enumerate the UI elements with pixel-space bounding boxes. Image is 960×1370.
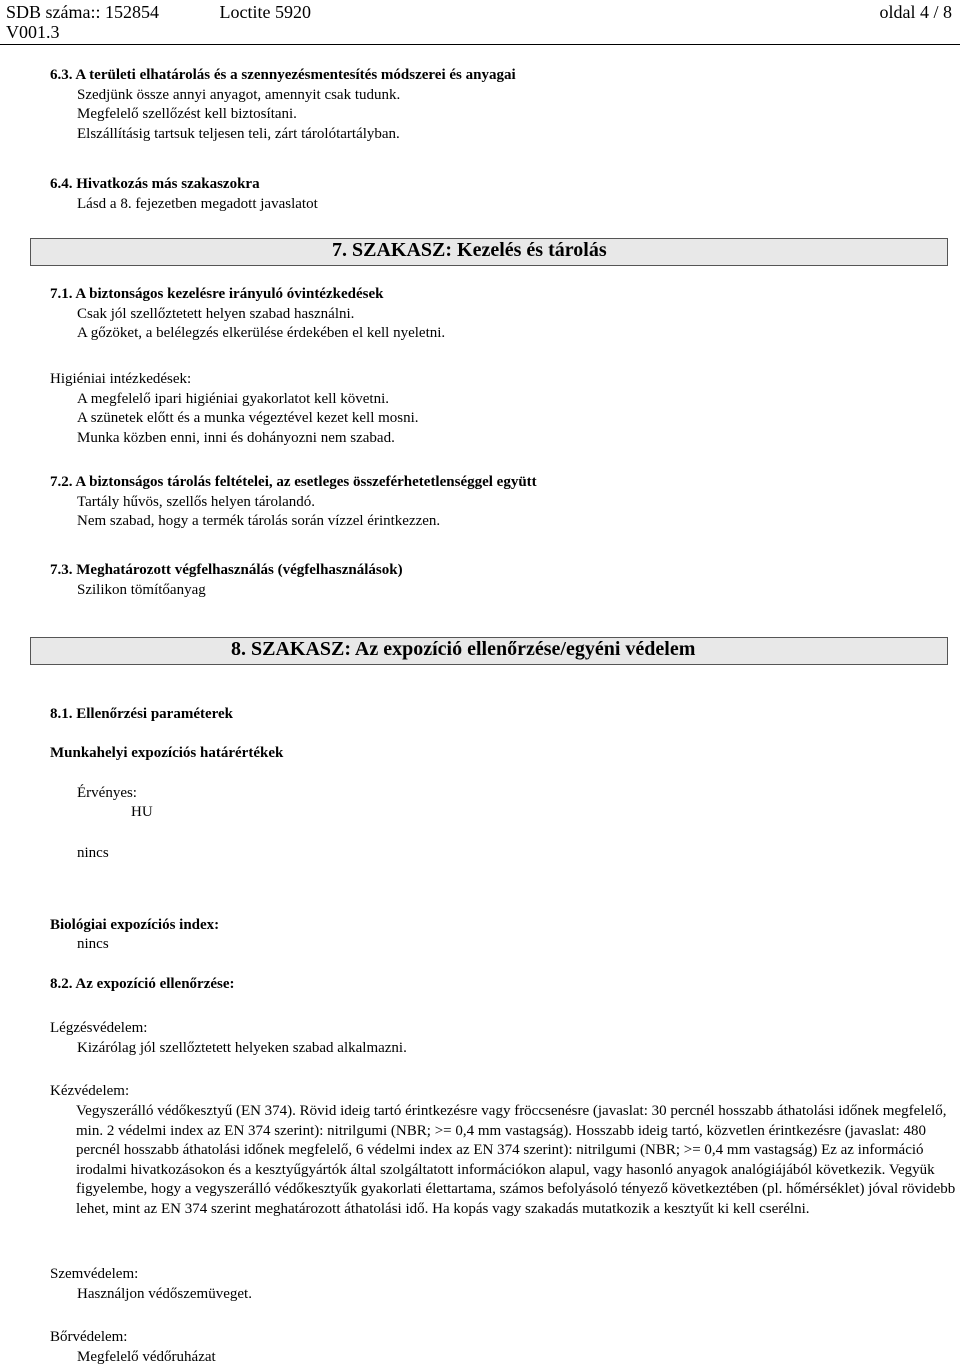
hygiene-line-1: A megfelelő ipari higiéniai gyakorlatot kell követni. — [77, 390, 389, 407]
skin-protection-label: Bőrvédelem: — [50, 1329, 128, 1345]
section-8-2-heading: 8.2. Az expozíció ellenőrzése: — [50, 976, 235, 992]
hygiene-line-3: Munka közben enni, inni és dohányozni nem szabad. — [77, 429, 395, 446]
section-8-title-band — [30, 637, 948, 665]
respiratory-text: Kizárólag jól szellőztetett helyeken szabad alkalmazni. — [77, 1040, 407, 1056]
section-7-1-line-1: Csak jól szellőztetett helyen szabad használni. — [77, 305, 355, 322]
section-7-1 — [50, 285, 445, 344]
oel-value: nincs — [77, 845, 109, 861]
section-6-3-line-1: Szedjünk össze annyi anyagot, amennyit csak tudunk. — [77, 86, 401, 103]
header-divider — [0, 44, 960, 45]
page-number: oldal 4 / 8 — [879, 2, 952, 22]
bio-value: nincs — [77, 936, 109, 952]
section-7-1-line-2: A gőzöket, a belélegzés elkerülése érdekében el kell nyeletni. — [77, 325, 446, 341]
skin-protection-text: Megfelelő védőruházat — [77, 1349, 216, 1365]
hygiene-line-2: A szünetek előtt és a munka végeztével kezet kell mosni. — [77, 410, 419, 426]
section-7-2 — [50, 473, 537, 532]
section-7-title: 7. SZAKASZ: Kezelés és tárolás — [332, 239, 607, 261]
section-6-4-heading: 6.4. Hivatkozás más szakaszokra — [50, 176, 260, 192]
section-8-1-heading: 8.1. Ellenőrzési paraméterek — [50, 706, 234, 722]
sds-number: SDB száma:: 152854 — [6, 2, 159, 22]
section-6-3-line-2: Megfelelő szellőzést kell biztosítani. — [77, 106, 297, 122]
section-6-4-line: Lásd a 8. fejezetben megadott javaslatot — [77, 195, 318, 212]
section-7-title-band — [30, 238, 948, 266]
eye-protection-text: Használjon védőszemüveget. — [77, 1286, 252, 1302]
section-7-3-heading: 7.3. Meghatározott végfelhasználás (végfelhasználások) — [50, 562, 403, 578]
header-line-1 — [6, 2, 367, 22]
valid-label: Érvényes: — [77, 785, 137, 801]
hand-protection-text: Vegyszerálló védőkesztyű (EN 374). Rövid ideig tartó érintkezésre vagy fröccsenésre (javaslat: 30 percnél hosszabb áthatolási időnek megfelelő, min. 2 védelmi index az EN 374 szerint): nitrilgumi (NBR; >= 0,4 mm vastagság). Hosszabb ideig tartó, közvetlen érintkezésre (javaslat: 480 percnél hosszabb áthatolási időnek megfelelő, 6 védelmi index az EN 374 szerint): nitrilgumi (NBR; >= 0,4 mm vastagság) Ez az információ irodalmi hivatkozásokon és a kesztyűgyártók által szolgáltatott információkon alapul, vagy hasonló anyagok analógiájából következik. Vegyük figyelembe, hogy a vegyszerálló védőkesztyűk gyakorlati élettartama, számos befolyásoló tényező következtében (pl. hőmérséklet) jóval rövidebb lehet, mint az EN 374 szerint meghatározott áthatolási idő. Ha kopás vagy szakadás mutatkozik a kesztyűt ki kell cserélni. — [76, 1103, 956, 1217]
hand-protection-label: Kézvédelem: — [50, 1083, 130, 1099]
section-7-3-line: Szilikon tömítőanyag — [77, 581, 206, 598]
hygiene-label: Higiéniai intézkedések: — [50, 371, 192, 387]
valid-value: HU — [131, 804, 153, 820]
section-7-2-line-1: Tartály hűvös, szellős helyen tárolandó. — [77, 493, 316, 510]
product-name: Loctite 5920 — [219, 2, 311, 22]
section-7-2-line-2: Nem szabad, hogy a termék tárolás során vízzel érintkezzen. — [77, 513, 441, 529]
section-6-3-line-3: Elszállításig tartsuk teljesen teli, zárt tárolótartályban. — [77, 125, 400, 142]
bio-heading: Biológiai expozíciós index: — [50, 917, 220, 933]
version-label: V001.3 — [6, 22, 60, 42]
eye-protection-label: Szemvédelem: — [50, 1266, 139, 1282]
respiratory-label: Légzésvédelem: — [50, 1020, 148, 1036]
section-8-title: 8. SZAKASZ: Az expozíció ellenőrzése/egyéni védelem — [231, 638, 696, 660]
section-7-2-heading: 7.2. A biztonságos tárolás feltételei, az esetleges összeférhetetlenséggel együtt — [50, 474, 537, 490]
section-6-4 — [50, 175, 318, 214]
hygiene-measures — [50, 370, 419, 448]
section-7-1-heading: 7.1. A biztonságos kezelésre irányuló óvintézkedések — [50, 286, 384, 302]
page-header — [6, 2, 954, 42]
section-7-3 — [50, 561, 403, 600]
section-6-3-heading: 6.3. A területi elhatárolás és a szennyezésmentesítés módszerei és anyagai — [50, 67, 516, 83]
oel-heading: Munkahelyi expozíciós határértékek — [50, 745, 284, 761]
section-6-3 — [50, 66, 516, 144]
